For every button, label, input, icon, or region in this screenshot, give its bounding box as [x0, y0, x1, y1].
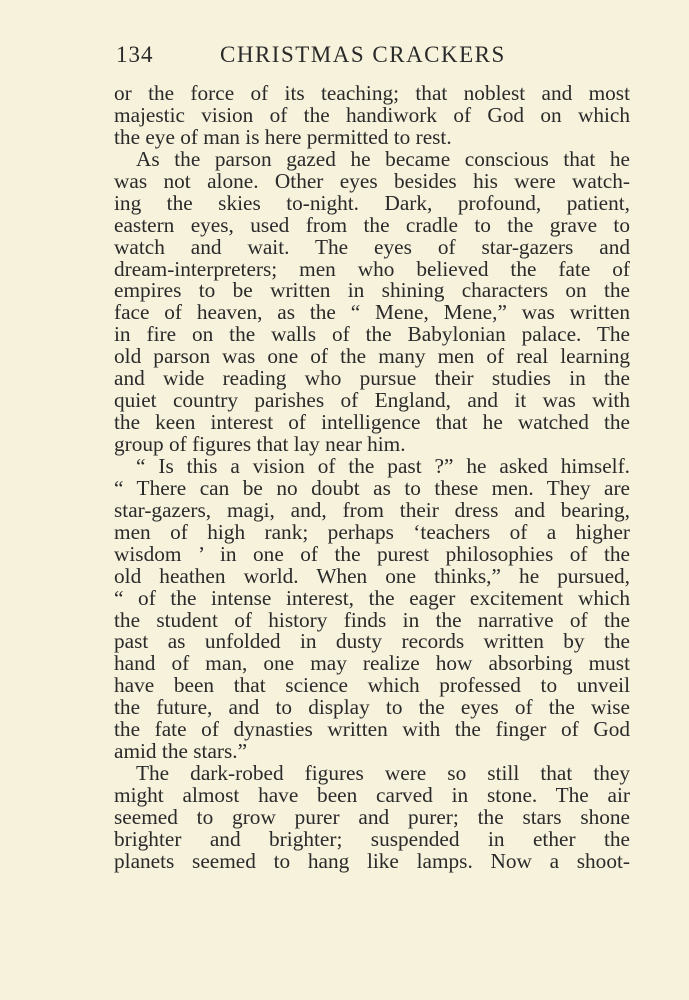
- text-line: The dark-robed figures were so still that they: [136, 761, 630, 786]
- text-line: in fire on the walls of the Babylonian palace. The: [114, 322, 630, 347]
- text-line: majestic vision of the handiwork of God on which: [114, 102, 630, 127]
- text-line: men of high rank; perhaps ‘teachers of a higher: [114, 519, 630, 544]
- text-line: have been that science which professed to unveil: [114, 673, 630, 698]
- text-line: “ There can be no doubt as to these men. They are: [114, 475, 630, 500]
- text-line: empires to be written in shining characters on the: [114, 278, 630, 303]
- text-line: As the parson gazed he became conscious that he: [136, 146, 630, 171]
- text-line: old heathen world. When one thinks,” he pursued,: [114, 563, 630, 588]
- text-line: seemed to grow purer and purer; the stars shone: [114, 804, 630, 829]
- text-line: past as unfolded in dusty records written by the: [114, 629, 630, 654]
- text-line: quiet country parishes of England, and it was with: [114, 388, 630, 413]
- text-line: “ Is this a vision of the past ?” he asked himself.: [136, 453, 630, 478]
- page-number: 134: [116, 42, 154, 67]
- text-line: amid the stars.”: [114, 739, 248, 764]
- text-line: might almost have been carved in stone. The air: [114, 783, 630, 807]
- text-line: dream-interpreters; men who believed the fate of: [114, 256, 630, 281]
- running-title: CHRISTMAS CRACKERS: [220, 42, 506, 67]
- text-line: star-gazers, magi, and, from their dress and bearing,: [114, 497, 630, 522]
- text-line: the fate of dynasties written with the finger of God: [114, 717, 630, 742]
- text-line: “ of the intense interest, the eager excitement which: [114, 585, 630, 610]
- text-line: the student of history finds in the narrative of the: [114, 607, 630, 632]
- text-line: old parson was one of the many men of real learning: [114, 344, 630, 369]
- text-line: watch and wait. The eyes of star-gazers and: [114, 234, 630, 259]
- text-line: ing the skies to-night. Dark, profound, patient,: [114, 190, 630, 215]
- text-line: brighter and brighter; suspended in ether the: [114, 826, 630, 851]
- text-line: group of figures that lay near him.: [114, 432, 406, 456]
- body-text: [114, 83, 630, 873]
- page-header: [116, 42, 628, 72]
- text-line: hand of man, one may realize how absorbing must: [114, 651, 630, 676]
- text-line: or the force of its teaching; that noblest and most: [114, 81, 630, 105]
- text-line: was not alone. Other eyes besides his were watch-: [114, 168, 630, 193]
- text-line: the eye of man is here permitted to rest.: [114, 124, 452, 149]
- text-line: planets seemed to hang like lamps. Now a shoot-: [114, 848, 630, 873]
- text-line: face of heaven, as the “ Mene, Mene,” was written: [114, 300, 630, 325]
- text-line: the keen interest of intelligence that he watched the: [114, 410, 630, 435]
- text-line: the future, and to display to the eyes of the wise: [114, 695, 630, 720]
- text-line: eastern eyes, used from the cradle to the grave to: [114, 212, 630, 237]
- text-line: and wide reading who pursue their studies in the: [114, 366, 630, 391]
- text-line: wisdom ’ in one of the purest philosophies of the: [114, 541, 630, 566]
